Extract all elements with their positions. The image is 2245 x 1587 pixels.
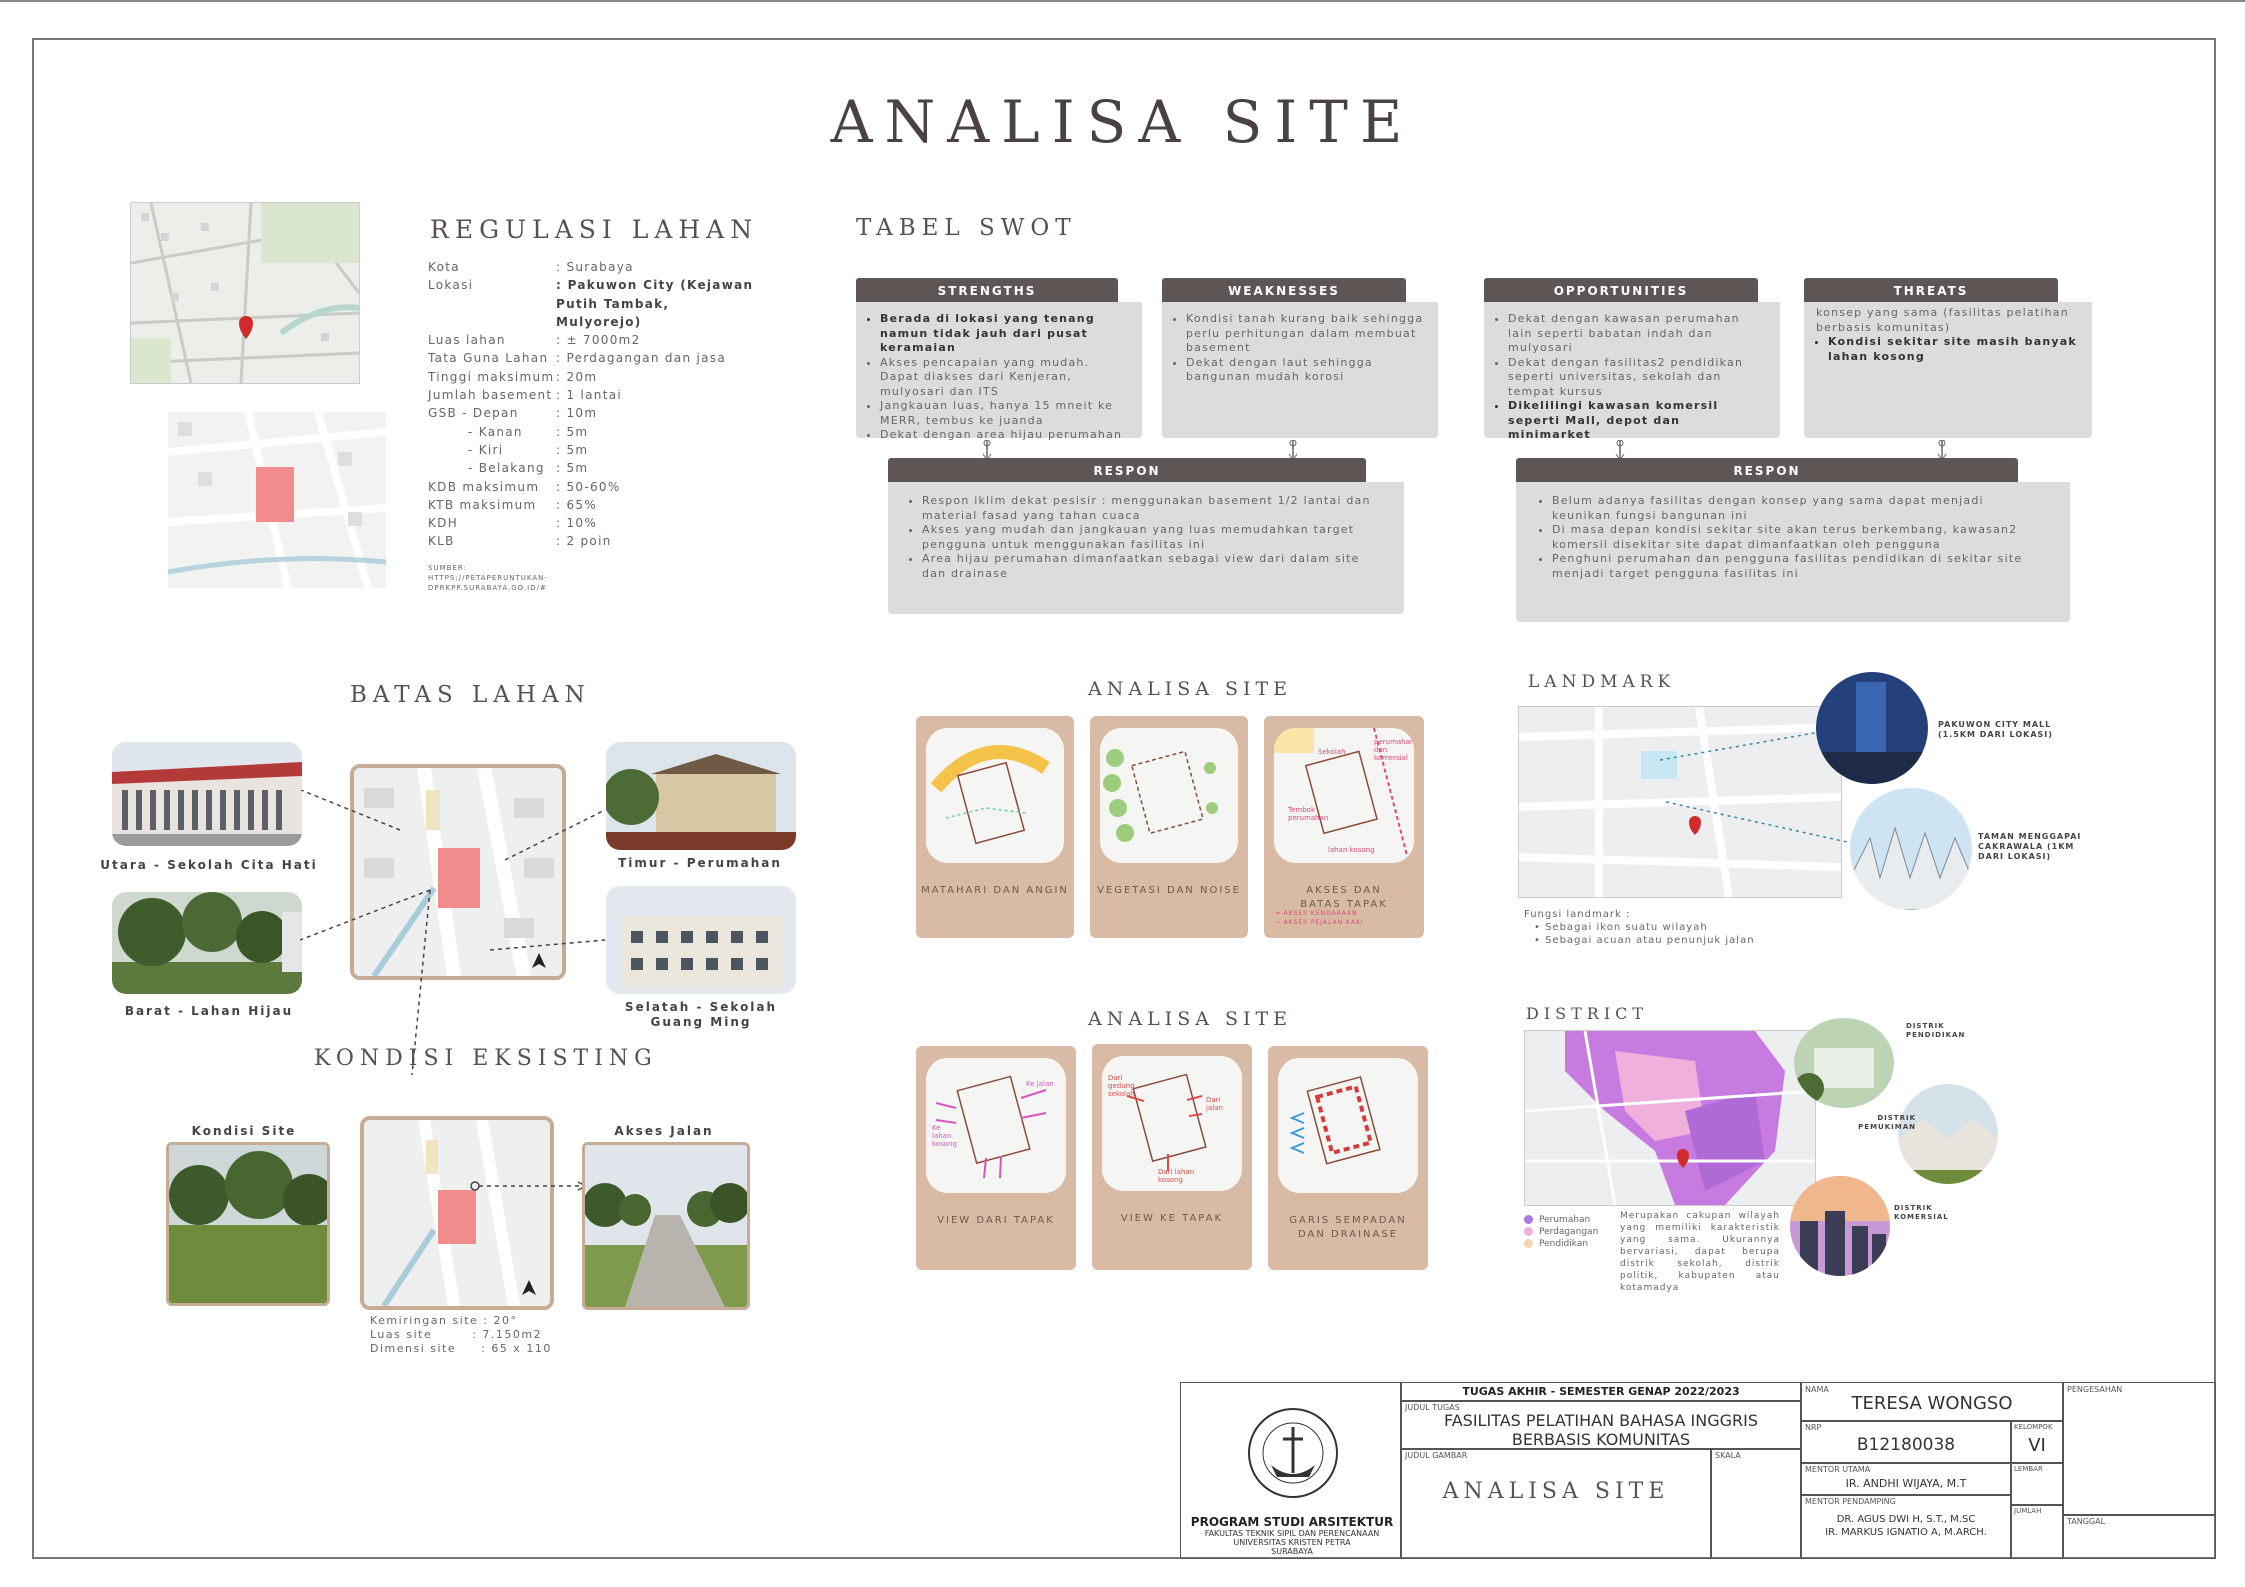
tb-lembar-cell: [2010, 1462, 2064, 1506]
kondisi-site-map-drawing: [364, 1120, 550, 1306]
tb-kelompok: VI: [2028, 1435, 2046, 1456]
card-label: MATAHARI DAN ANGIN: [921, 885, 1069, 896]
reg-row: [428, 514, 758, 532]
district-label-pemukiman: DISTRIK PEMUKIMAN: [1858, 1114, 1916, 1131]
respon-left-header: RESPON: [888, 458, 1366, 484]
swot-heading: TABEL SWOT: [856, 215, 1077, 241]
legend-vehicle: ━ AKSES KENDARAAN: [1276, 910, 1358, 917]
card-label: VEGETASI DAN NOISE: [1097, 885, 1241, 896]
regulasi-heading: REGULASI LAHAN: [430, 215, 759, 244]
tb-logo-cell: [1180, 1382, 1402, 1559]
reg-row: [428, 368, 758, 386]
landmark-photo-taman: [1850, 788, 1972, 910]
tb-mentor-pendamping: [1801, 1513, 2011, 1539]
regulasi-table: [428, 258, 758, 593]
map-label: perumahan dan komersial: [1374, 738, 1414, 762]
kondisi-site-map: [360, 1116, 554, 1310]
legend-text: Perdagangan: [1539, 1227, 1599, 1237]
map-label: Sekolah: [1318, 748, 1346, 756]
tb-prodi: PROGRAM STUDI ARSITEKTUR: [1190, 1515, 1394, 1529]
reg-key: KTB maksimum: [428, 497, 537, 512]
district-photo-komersial-drawing: [1790, 1176, 1890, 1276]
legend-text: AKSES PEJALAN KAKI: [1283, 919, 1364, 926]
batas-connectors: [300, 790, 620, 1080]
respon-item: • Penghuni perumahan dan pengguna fasilitas pendidikan di sekitar site menjadi target pengguna fasilitas ini: [1552, 552, 2046, 581]
reg-value: : Surabaya: [556, 260, 634, 274]
swot-item: • Dekat dengan fasilitas2 pendidikan seperti universitas, sekolah dan tempat kursus: [1508, 356, 1768, 400]
card-label: GARIS SEMPADAN DAN DRAINASE: [1289, 1215, 1407, 1240]
district-photo-pemukiman: [1898, 1084, 1998, 1184]
kondisi-heading: KONDISI EKSISTING: [314, 1046, 658, 1071]
photo-utara: [112, 742, 302, 846]
reg-key: - Belakang: [468, 461, 545, 476]
reg-row: [428, 423, 758, 441]
fungsi-item: • Sebagai ikon suatu wilayah: [1534, 922, 1708, 933]
legend-swatch: [1524, 1239, 1533, 1248]
swot-item: • Kondisi tanah kurang baik sehingga perlu perhitungan dalam membuat basement: [1186, 312, 1426, 356]
tb-jumlah-cell: [2010, 1504, 2064, 1559]
title-block: [1180, 1382, 2216, 1559]
reg-value: : 65%: [556, 497, 598, 512]
legend-item: [1524, 1238, 1598, 1250]
tb-nrp-cell: [1800, 1420, 2012, 1464]
tb-mentor-utama-label: MENTOR UTAMA: [1805, 1465, 1871, 1474]
tb-fakultas-block: [1181, 1529, 1403, 1556]
map-label: Ke jalan: [1026, 1080, 1054, 1088]
university-logo: [1247, 1407, 1339, 1499]
map-label: Dari jalan: [1206, 1096, 1223, 1112]
map-label: Dari lahan kosong: [1158, 1168, 1195, 1184]
swot-item: • Dekat dengan laut sehingga bangunan mudah korosi: [1186, 356, 1426, 385]
legend-swatch: [1524, 1227, 1533, 1236]
district-label-pendidikan: DISTRIK PENDIDIKAN: [1906, 1022, 1966, 1039]
photo-timur: [606, 742, 796, 850]
reg-key: Jumlah basement: [428, 388, 553, 403]
card-view-dari-image: [926, 1058, 1066, 1193]
photo-utara-drawing: [112, 742, 302, 846]
reg-row: [428, 404, 758, 422]
respon-right: [1516, 458, 2018, 484]
tb-judul-gambar-label: JUDUL GAMBAR: [1405, 1451, 1468, 1460]
legend-item: [1524, 1214, 1598, 1226]
batas-heading: BATAS LAHAN: [350, 682, 591, 708]
reg-value: : 5m: [556, 442, 589, 457]
opportunities-header: OPPORTUNITIES: [1484, 278, 1758, 304]
reg-row: [428, 349, 758, 367]
tb-skala-cell: [1710, 1448, 1802, 1559]
page-title: ANALISA SITE: [830, 88, 1415, 156]
district-photo-komersial: [1790, 1176, 1890, 1276]
photo-akses-jalan: [582, 1142, 750, 1310]
swot-item: • Berada di lokasi yang tenang namun tidak jauh dari pusat keramaian: [880, 312, 1130, 356]
card-label: VIEW KE TAPAK: [1120, 1213, 1224, 1224]
strengths-header: STRENGTHS: [856, 278, 1118, 304]
tb-judul-tugas-cell: [1400, 1400, 1802, 1450]
strengths-body: [856, 302, 1142, 441]
tb-mentor-utama-cell: [1800, 1462, 2012, 1496]
legend-text: Perumahan: [1539, 1215, 1591, 1225]
district-photo-pendidikan-drawing: [1794, 1018, 1894, 1108]
landmark-label-mall: PAKUWON CITY MALL (1.5KM DARI LOKASI): [1938, 720, 2053, 739]
card-sempadan: [1268, 1046, 1428, 1270]
tb-nrp-label: NRP: [1805, 1423, 1822, 1432]
card-label: VIEW DARI TAPAK: [937, 1215, 1055, 1226]
fungsi-text: Sebagai acuan atau penunjuk jalan: [1545, 935, 1755, 946]
tb-pengesahan-label: PENGESAHAN: [2067, 1385, 2123, 1394]
reg-row: [428, 441, 758, 459]
card-matahari: [916, 716, 1074, 938]
caption-kondisi-site: Kondisi Site: [191, 1124, 297, 1138]
weaknesses-body: [1162, 302, 1438, 438]
swot-item: • Dekat dengan kawasan perumahan lain seperti babatan indah dan mulyosari: [1508, 312, 1768, 356]
tb-tanggal-cell: [2062, 1514, 2216, 1559]
tb-judul-gambar-cell: [1400, 1448, 1712, 1559]
respon-item: • Area hijau perumahan dimanfaatkan sebagai view dari dalam site dan drainase: [922, 552, 1382, 581]
fungsi-title: Fungsi landmark :: [1524, 909, 1631, 920]
legend-text: AKSES KENDARAAN: [1283, 910, 1358, 917]
legend-text: Pendidikan: [1539, 1239, 1589, 1249]
respon-item: • Belum adanya fasilitas dengan konsep yang sama dapat menjadi keunikan fungsi bangunan ini: [1552, 494, 2046, 523]
caption-akses-jalan: Akses Jalan: [614, 1124, 714, 1138]
respon-item: • Di masa depan kondisi sekitar site akan terus berkembang, kawasan2 komersil disekitar site dapat dimanfaatkan oleh pengguna: [1552, 523, 2046, 552]
reg-key: Lokasi: [428, 278, 474, 293]
card-akses-image: [1274, 728, 1414, 863]
landmark-label-taman: TAMAN MENGGAPAI CAKRAWALA (1KM DARI LOKASI): [1978, 832, 2082, 861]
site-plan-drawing: [168, 412, 386, 588]
card-view-dari: [916, 1046, 1076, 1270]
reg-value: : 2 poin: [556, 534, 612, 549]
tb-kelompok-cell: [2010, 1420, 2064, 1464]
map-label: Dari gedung sekolah: [1108, 1074, 1135, 1098]
district-photo-pendidikan: [1794, 1018, 1894, 1108]
reg-value: : 10m: [556, 406, 598, 421]
swot-opportunities: [1484, 278, 1758, 304]
tb-nrp: B12180038: [1856, 1435, 1956, 1455]
tb-mentor-pendamping-label: MENTOR PENDAMPING: [1805, 1497, 1896, 1506]
reg-value: : 10%: [556, 516, 598, 531]
swot-item: • Kondisi sekitar site masih banyak lahan kosong: [1828, 335, 2080, 364]
reg-key: - Kiri: [468, 442, 504, 457]
reg-row: [428, 386, 758, 404]
reg-value: : ± 7000m2: [556, 333, 641, 348]
district-map: [1524, 1030, 1816, 1206]
regulasi-source: SUMBER: HTTPS://PETAPERUNTUKAN-DPRKPP.SURABAYA.GO.ID/#: [428, 563, 548, 592]
card-vegetasi-drawing: [1100, 728, 1238, 863]
fungsi-text: Sebagai ikon suatu wilayah: [1545, 922, 1708, 933]
map-label: Ke lahan kosong: [932, 1124, 957, 1148]
top-rule: [0, 0, 2245, 2]
photo-selatan-drawing: [606, 886, 796, 994]
respon-left: [888, 458, 1366, 484]
tb-judul-tugas: FASILITAS PELATIHAN BAHASA INGGRIS BERBASIS KOMUNITAS: [1443, 1411, 1759, 1449]
swot-item: • Akses pencapaian yang mudah. Dapat diakses dari Kenjeran, mulyosari dan ITS: [880, 356, 1130, 400]
tb-mentor-pendamping-cell: [1800, 1494, 2012, 1559]
tb-nama-label: NAMA: [1805, 1385, 1829, 1394]
respon-left-body: [888, 482, 1404, 614]
tb-univ: UNIVERSITAS KRISTEN PETRA: [1233, 1538, 1351, 1547]
analisa1-heading: ANALISA SITE: [1088, 678, 1293, 700]
spec-line: Luas site : 7.150m2: [370, 1328, 543, 1341]
district-label-komersial: DISTRIK KOMERSIAL: [1894, 1204, 1949, 1221]
reg-row: [428, 331, 758, 349]
reg-key: Tata Guna Lahan: [428, 351, 549, 366]
tb-jumlah-label: JUMLAH: [2014, 1507, 2042, 1515]
reg-key: Kota: [428, 260, 460, 274]
tb-fakultas: FAKULTAS TEKNIK SIPIL DAN PERENCANAAN: [1204, 1529, 1380, 1538]
photo-akses-jalan-drawing: [585, 1145, 747, 1307]
tb-lembar-label: LEMBAR: [2014, 1465, 2043, 1473]
threats-body: [1804, 302, 2092, 438]
photo-barat-drawing: [112, 892, 302, 994]
district-photo-pemukiman-drawing: [1898, 1084, 1998, 1184]
reg-key: Luas lahan: [428, 333, 506, 348]
district-map-drawing: [1525, 1031, 1815, 1205]
landmark-fungsi: [1524, 908, 1755, 947]
reg-row: [428, 478, 758, 496]
reg-row: [428, 532, 758, 550]
respon-item: • Respon iklim dekat pesisir : menggunakan basement 1/2 lantai dan material fasad yang tahan cuaca: [922, 494, 1382, 523]
reg-value: : 20m: [556, 369, 598, 384]
district-heading: DISTRICT: [1526, 1004, 1649, 1023]
kondisi-specs: [370, 1314, 552, 1356]
respon-right-header: RESPON: [1516, 458, 2018, 484]
tb-kelompok-label: KELOMPOK: [2014, 1423, 2053, 1431]
tb-tugas: TUGAS AKHIR - SEMESTER GENAP 2022/2023: [1400, 1382, 1802, 1402]
spec-line: Dimensi site : 65 x 110: [370, 1342, 552, 1355]
card-matahari-image: [926, 728, 1064, 863]
swot-item: • Dikelilingi kawasan komersil seperti Mall, depot dan minimarket: [1508, 399, 1768, 443]
tb-mentor-pendamping-2: IR. MARKUS IGNATIO A, M.ARCH.: [1825, 1527, 1987, 1538]
reg-row: [428, 276, 758, 331]
tb-kota: SURABAYA: [1271, 1547, 1313, 1556]
card-sempadan-image: [1278, 1058, 1418, 1193]
card-sempadan-drawing: [1278, 1058, 1418, 1193]
reg-row: [428, 459, 758, 477]
caption-selatan: Selatah - Sekolah Guang Ming: [624, 1000, 778, 1029]
tb-nama: TERESA WONGSO: [1851, 1393, 2013, 1414]
swot-item: konsep yang sama (fasilitas pelatihan berbasis komunitas): [1816, 306, 2069, 334]
tb-tanggal-label: TANGGAL: [2067, 1517, 2106, 1526]
location-map-drawing: [131, 203, 359, 383]
reg-value: : 5m: [556, 424, 589, 439]
card-label: AKSES DAN BATAS TAPAK: [1300, 885, 1388, 910]
tb-nama-cell: [1800, 1382, 2064, 1422]
fungsi-item: • Sebagai acuan atau penunjuk jalan: [1534, 935, 1755, 946]
card-view-ke: [1092, 1044, 1252, 1270]
card-vegetasi-image: [1100, 728, 1238, 863]
legend-pedestrian: ┅ AKSES PEJALAN KAKI: [1276, 919, 1364, 926]
reg-key: KDB maksimum: [428, 479, 540, 494]
tb-mentor-pendamping-1: DR. AGUS DWI H, S.T., M.SC: [1836, 1514, 1976, 1525]
tb-judul-gambar: ANALISA SITE: [1442, 1479, 1670, 1504]
tb-mentor-utama: IR. ANDHI WIJAYA, M.T: [1845, 1477, 1967, 1490]
swot-item: • Dekat dengan area hijau perumahan: [880, 428, 1130, 443]
map-label: Tembok perumahan: [1288, 806, 1329, 822]
photo-barat: [112, 892, 302, 994]
reg-key: KDH: [428, 516, 459, 531]
reg-value: : Pakuwon City (Kejawan Putih Tambak, Mulyorejo): [556, 278, 754, 329]
legend-item: [1524, 1226, 1598, 1238]
swot-strengths: [856, 278, 1118, 304]
caption-timur: Timur - Perumahan: [618, 856, 782, 870]
landmark-photo-mall-drawing: [1816, 672, 1928, 784]
card-matahari-drawing: [926, 728, 1064, 863]
reg-row: [428, 496, 758, 514]
weaknesses-header: WEAKNESSES: [1162, 278, 1406, 304]
threats-header: THREATS: [1804, 278, 2058, 304]
reg-key: - Kanan: [468, 424, 523, 439]
card-vegetasi: [1090, 716, 1248, 938]
reg-key: GSB - Depan: [428, 406, 519, 421]
tb-pengesahan-cell: [2062, 1382, 2216, 1516]
reg-value: : Perdagangan dan jasa: [556, 351, 726, 366]
district-description: Merupakan cakupan wilayah yang memiliki karakteristik yang sama. Ukurannya bervariasi, dapat berupa distrik sekolah, distrik politik, kabupaten atau kotamadya: [1620, 1211, 1780, 1293]
map-label: lahan kosong: [1328, 846, 1375, 854]
card-view-ke-image: [1102, 1056, 1242, 1191]
swot-threats: [1804, 278, 2058, 304]
reg-key: Tinggi maksimum: [428, 369, 555, 384]
landmark-photo-mall: [1816, 672, 1928, 784]
district-legend: [1524, 1214, 1598, 1250]
reg-key: KLB: [428, 534, 455, 549]
location-map: [130, 202, 360, 384]
reg-value: : 5m: [556, 461, 589, 476]
spec-line: Kemiringan site : 20°: [370, 1314, 518, 1327]
photo-kondisi-site: [166, 1142, 330, 1306]
respon-right-body: [1516, 482, 2070, 622]
reg-value: : 50-60%: [556, 479, 621, 494]
card-akses: [1264, 716, 1424, 938]
swot-item: • Jangkauan luas, hanya 15 mneit ke MERR, tembus ke juanda: [880, 399, 1130, 428]
tb-skala-label: SKALA: [1715, 1451, 1741, 1460]
landmark-photo-taman-drawing: [1850, 788, 1972, 910]
legend-swatch: [1524, 1215, 1533, 1224]
tb-judul-tugas-label: JUDUL TUGAS: [1405, 1403, 1460, 1412]
landmark-heading: LANDMARK: [1528, 672, 1676, 692]
kondisi-connector: [470, 1176, 590, 1196]
analisa2-heading: ANALISA SITE: [1088, 1008, 1293, 1030]
swot-weaknesses: [1162, 278, 1406, 304]
respon-item: • Akses yang mudah dan jangkauan yang luas memudahkan target pengguna untuk menggunakan fasilitas ini: [922, 523, 1382, 552]
reg-row: [428, 258, 758, 276]
photo-selatan: [606, 886, 796, 994]
photo-kondisi-site-drawing: [169, 1145, 327, 1303]
photo-timur-drawing: [606, 742, 796, 850]
reg-value: : 1 lantai: [556, 388, 622, 403]
site-plan-map: [168, 412, 386, 588]
opportunities-body: [1484, 302, 1780, 441]
caption-barat: Barat - Lahan Hijau: [124, 1004, 294, 1018]
caption-utara: Utara - Sekolah Cita Hati: [100, 858, 318, 872]
